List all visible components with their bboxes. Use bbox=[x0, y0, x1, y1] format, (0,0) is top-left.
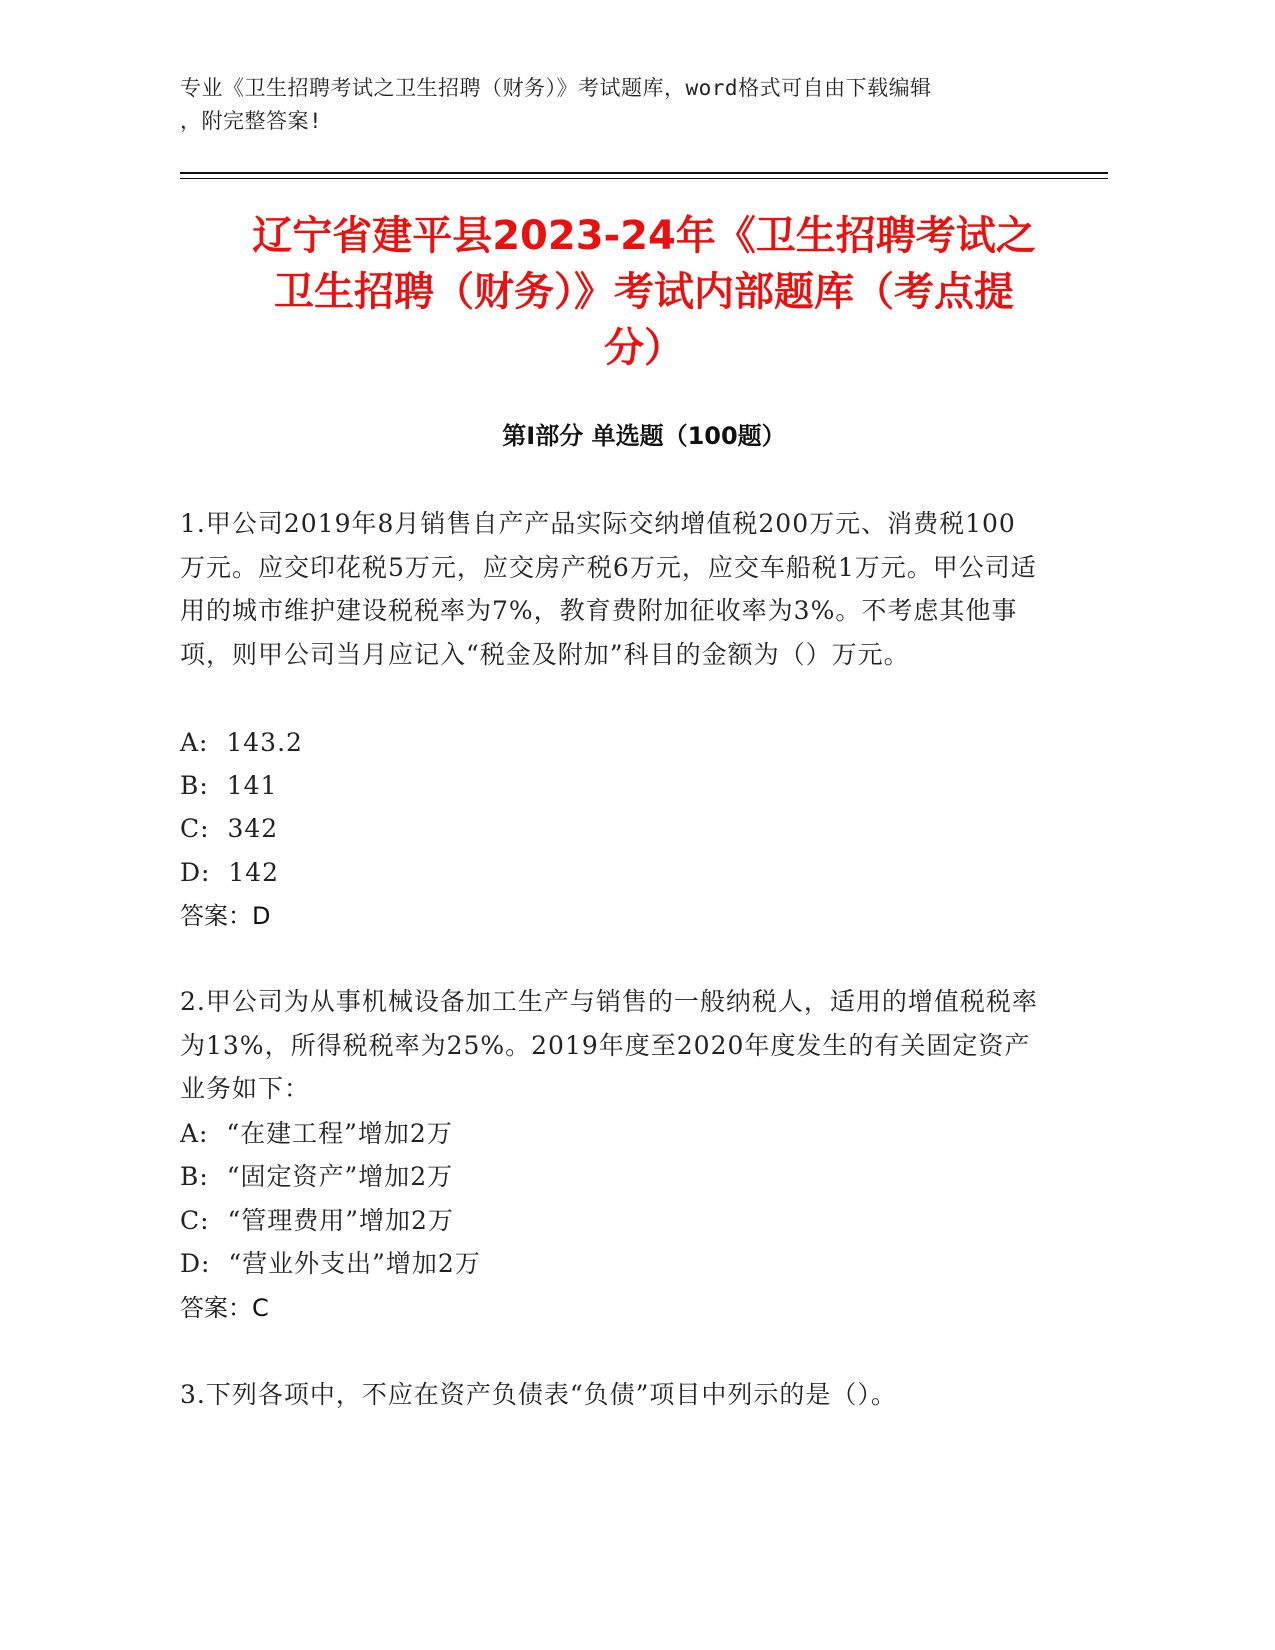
header-divider-thin bbox=[180, 178, 1108, 179]
question-2-stem: 2.甲公司为从事机械设备加工生产与销售的一般纳税人，适用的增值税税率为13%，所得税税率为25%。2019年度至2020年度发生的有关固定资产业务如下： bbox=[180, 987, 1038, 1104]
question-2-option-a: A: “在建工程”增加2万 bbox=[180, 1119, 453, 1148]
document-title-line-3: 分） bbox=[604, 325, 684, 371]
question-2-option-c: C: “管理费用”增加2万 bbox=[180, 1206, 454, 1235]
document-title bbox=[180, 208, 1108, 376]
question-3-stem: 3.下列各项中，不应在资产负债表“负债”项目中列示的是（）。 bbox=[180, 1380, 897, 1409]
question-1-answer: 答案：D bbox=[180, 902, 271, 930]
question-1-option-a: A: 143.2 bbox=[180, 728, 303, 757]
question-1-option-b: B: 141 bbox=[180, 771, 278, 800]
question-1-stem: 1.甲公司2019年8月销售自产产品实际交纳增值税200万元、消费税100万元。应交印花税5万元，应交房产税6万元，应交车船税1万元。甲公司适用的城市维护建设税税率为7%，教育费附加征收率为3%。不考虑其他事项，则甲公司当月应记入“税金及附加”科目的金额为（）万元。 bbox=[180, 509, 1037, 670]
section-title: 第Ⅰ部分 单选题（100题） bbox=[502, 422, 786, 450]
header-note bbox=[180, 72, 1060, 138]
document-title-line-2: 卫生招聘（财务）》考试内部题库（考点提 bbox=[274, 269, 1014, 315]
document-title-line-1: 辽宁省建平县2023-24年《卫生招聘考试之 bbox=[252, 213, 1036, 259]
header-note-line-1: 专业《卫生招聘考试之卫生招聘（财务）》考试题库，word格式可自由下载编辑 bbox=[180, 76, 932, 100]
question-1-option-d: D: 142 bbox=[180, 858, 280, 887]
question-2-option-d: D: “营业外支出”增加2万 bbox=[180, 1249, 481, 1278]
header-divider-thick bbox=[180, 172, 1108, 174]
question-1-option-c: C: 342 bbox=[180, 814, 279, 843]
question-2-option-b: B: “固定资产”增加2万 bbox=[180, 1162, 454, 1191]
question-2-answer: 答案：C bbox=[180, 1294, 269, 1322]
header-note-line-2: ，附完整答案! bbox=[180, 109, 323, 133]
